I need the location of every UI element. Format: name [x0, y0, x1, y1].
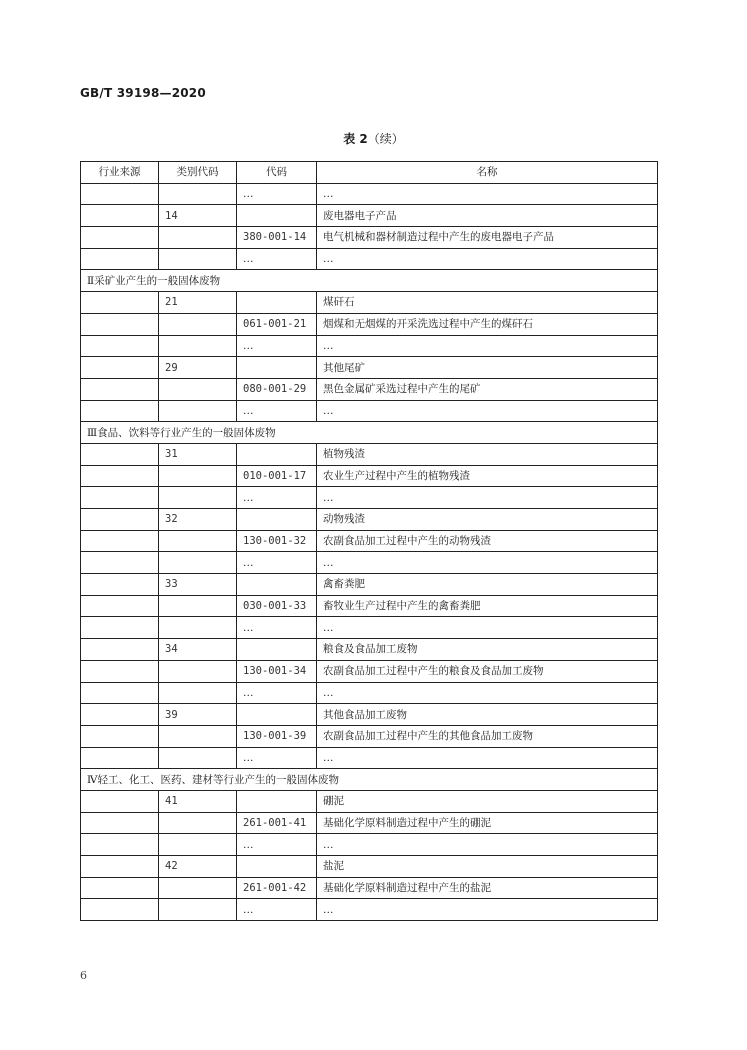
category-code-cell — [159, 378, 237, 400]
source-cell — [81, 552, 159, 574]
name-cell: 农副食品加工过程中产生的粮食及食品加工废物 — [317, 660, 658, 682]
name-cell: 禽畜粪肥 — [317, 574, 658, 596]
source-cell — [81, 443, 159, 465]
section-title: Ⅱ采矿业产生的一般固体废物 — [81, 270, 658, 292]
table-row — [81, 248, 658, 270]
page-number: 6 — [80, 969, 87, 982]
code-cell — [237, 639, 317, 661]
source-cell — [81, 725, 159, 747]
category-code-cell — [159, 747, 237, 769]
section-row — [81, 422, 658, 444]
category-code-cell: 33 — [159, 574, 237, 596]
source-cell — [81, 227, 159, 249]
source-cell — [81, 465, 159, 487]
category-code-cell — [159, 899, 237, 921]
source-cell — [81, 313, 159, 335]
source-cell — [81, 205, 159, 227]
code-cell: 010-001-17 — [237, 465, 317, 487]
category-code-cell: 34 — [159, 639, 237, 661]
source-cell — [81, 357, 159, 379]
table-row — [81, 617, 658, 639]
name-cell: 煤矸石 — [317, 292, 658, 314]
code-cell: 061-001-21 — [237, 313, 317, 335]
category-code-cell: 21 — [159, 292, 237, 314]
table-row — [81, 227, 658, 249]
category-code-cell — [159, 183, 237, 205]
table-row — [81, 205, 658, 227]
table-body — [81, 183, 658, 920]
table-row — [81, 595, 658, 617]
code-cell: 080-001-29 — [237, 378, 317, 400]
table-row — [81, 856, 658, 878]
name-cell: 其他尾矿 — [317, 357, 658, 379]
code-cell: 261-001-41 — [237, 812, 317, 834]
table-row — [81, 790, 658, 812]
category-code-cell — [159, 725, 237, 747]
name-cell: 基础化学原料制造过程中产生的硼泥 — [317, 812, 658, 834]
name-cell: … — [317, 335, 658, 357]
name-cell: 硼泥 — [317, 790, 658, 812]
table-row — [81, 465, 658, 487]
name-cell: … — [317, 617, 658, 639]
code-cell — [237, 704, 317, 726]
name-cell: … — [317, 899, 658, 921]
source-cell — [81, 248, 159, 270]
table-row — [81, 574, 658, 596]
category-code-cell: 42 — [159, 856, 237, 878]
code-cell: … — [237, 487, 317, 509]
source-cell — [81, 487, 159, 509]
code-cell: … — [237, 183, 317, 205]
category-code-cell — [159, 530, 237, 552]
name-cell: … — [317, 552, 658, 574]
table-title-suffix: （续） — [367, 132, 404, 146]
section-row — [81, 270, 658, 292]
table-header-row — [81, 162, 658, 184]
name-cell: … — [317, 682, 658, 704]
code-cell: … — [237, 834, 317, 856]
source-cell — [81, 335, 159, 357]
name-cell: … — [317, 747, 658, 769]
category-code-cell — [159, 682, 237, 704]
source-cell — [81, 183, 159, 205]
code-cell — [237, 357, 317, 379]
category-code-cell: 32 — [159, 509, 237, 531]
name-cell: … — [317, 400, 658, 422]
name-cell: 动物残渣 — [317, 509, 658, 531]
category-code-cell — [159, 552, 237, 574]
source-cell — [81, 292, 159, 314]
code-cell — [237, 509, 317, 531]
code-cell: … — [237, 400, 317, 422]
category-code-cell — [159, 487, 237, 509]
name-cell: 农副食品加工过程中产生的其他食品加工废物 — [317, 725, 658, 747]
code-cell: … — [237, 899, 317, 921]
table-row — [81, 899, 658, 921]
name-cell: 畜牧业生产过程中产生的禽畜粪肥 — [317, 595, 658, 617]
standard-code: GB/T 39198—2020 — [80, 86, 206, 100]
source-cell — [81, 704, 159, 726]
section-row — [81, 769, 658, 791]
category-code-cell — [159, 335, 237, 357]
source-cell — [81, 747, 159, 769]
category-code-cell: 41 — [159, 790, 237, 812]
name-cell: 电气机械和器材制造过程中产生的废电器电子产品 — [317, 227, 658, 249]
category-code-cell — [159, 313, 237, 335]
table-row — [81, 704, 658, 726]
name-cell: … — [317, 248, 658, 270]
table-row — [81, 530, 658, 552]
source-cell — [81, 639, 159, 661]
code-cell: 261-001-42 — [237, 877, 317, 899]
category-code-cell — [159, 834, 237, 856]
category-code-cell — [159, 400, 237, 422]
category-code-cell — [159, 660, 237, 682]
table-row — [81, 400, 658, 422]
table-title — [0, 130, 747, 147]
code-cell: 130-001-32 — [237, 530, 317, 552]
category-code-cell: 14 — [159, 205, 237, 227]
table-row — [81, 552, 658, 574]
table-row — [81, 313, 658, 335]
name-cell: 植物残渣 — [317, 443, 658, 465]
code-cell: 130-001-34 — [237, 660, 317, 682]
code-cell: … — [237, 747, 317, 769]
code-cell — [237, 574, 317, 596]
table-row — [81, 443, 658, 465]
source-cell — [81, 595, 159, 617]
name-cell: … — [317, 183, 658, 205]
category-code-cell — [159, 812, 237, 834]
name-cell: 烟煤和无烟煤的开采洗选过程中产生的煤矸石 — [317, 313, 658, 335]
code-cell: 130-001-39 — [237, 725, 317, 747]
source-cell — [81, 574, 159, 596]
source-cell — [81, 682, 159, 704]
name-cell: 盐泥 — [317, 856, 658, 878]
table-row — [81, 812, 658, 834]
code-cell: … — [237, 682, 317, 704]
code-cell — [237, 856, 317, 878]
table-row — [81, 682, 658, 704]
category-code-cell — [159, 617, 237, 639]
table-row — [81, 747, 658, 769]
category-code-cell — [159, 227, 237, 249]
table-title-label: 表 2 — [343, 132, 368, 146]
name-cell: 基础化学原料制造过程中产生的盐泥 — [317, 877, 658, 899]
table-row — [81, 357, 658, 379]
source-cell — [81, 899, 159, 921]
code-cell — [237, 292, 317, 314]
table-row — [81, 183, 658, 205]
table-row — [81, 877, 658, 899]
section-title: Ⅳ轻工、化工、医药、建材等行业产生的一般固体废物 — [81, 769, 658, 791]
source-cell — [81, 400, 159, 422]
name-cell: … — [317, 487, 658, 509]
header-name: 名称 — [317, 162, 658, 184]
name-cell: 粮食及食品加工废物 — [317, 639, 658, 661]
code-cell: … — [237, 552, 317, 574]
source-cell — [81, 856, 159, 878]
header-category-code: 类别代码 — [159, 162, 237, 184]
table-row — [81, 639, 658, 661]
category-code-cell — [159, 248, 237, 270]
name-cell: 黑色金属矿采选过程中产生的尾矿 — [317, 378, 658, 400]
table-row — [81, 725, 658, 747]
table-row — [81, 660, 658, 682]
code-cell: 380-001-14 — [237, 227, 317, 249]
name-cell: 农业生产过程中产生的植物残渣 — [317, 465, 658, 487]
table-row — [81, 509, 658, 531]
code-cell: 030-001-33 — [237, 595, 317, 617]
waste-classification-table — [80, 161, 658, 921]
code-cell — [237, 205, 317, 227]
header-source: 行业来源 — [81, 162, 159, 184]
name-cell: … — [317, 834, 658, 856]
source-cell — [81, 812, 159, 834]
name-cell: 农副食品加工过程中产生的动物残渣 — [317, 530, 658, 552]
name-cell: 其他食品加工废物 — [317, 704, 658, 726]
name-cell: 废电器电子产品 — [317, 205, 658, 227]
source-cell — [81, 530, 159, 552]
header-code: 代码 — [237, 162, 317, 184]
table-row — [81, 378, 658, 400]
table-row — [81, 292, 658, 314]
table-row — [81, 487, 658, 509]
source-cell — [81, 877, 159, 899]
category-code-cell — [159, 465, 237, 487]
code-cell — [237, 443, 317, 465]
category-code-cell: 31 — [159, 443, 237, 465]
category-code-cell — [159, 595, 237, 617]
source-cell — [81, 617, 159, 639]
category-code-cell — [159, 877, 237, 899]
category-code-cell: 29 — [159, 357, 237, 379]
table-row — [81, 335, 658, 357]
code-cell: … — [237, 617, 317, 639]
table-row — [81, 834, 658, 856]
source-cell — [81, 378, 159, 400]
category-code-cell: 39 — [159, 704, 237, 726]
source-cell — [81, 790, 159, 812]
source-cell — [81, 509, 159, 531]
source-cell — [81, 834, 159, 856]
section-title: Ⅲ食品、饮料等行业产生的一般固体废物 — [81, 422, 658, 444]
source-cell — [81, 660, 159, 682]
code-cell: … — [237, 248, 317, 270]
code-cell: … — [237, 335, 317, 357]
code-cell — [237, 790, 317, 812]
